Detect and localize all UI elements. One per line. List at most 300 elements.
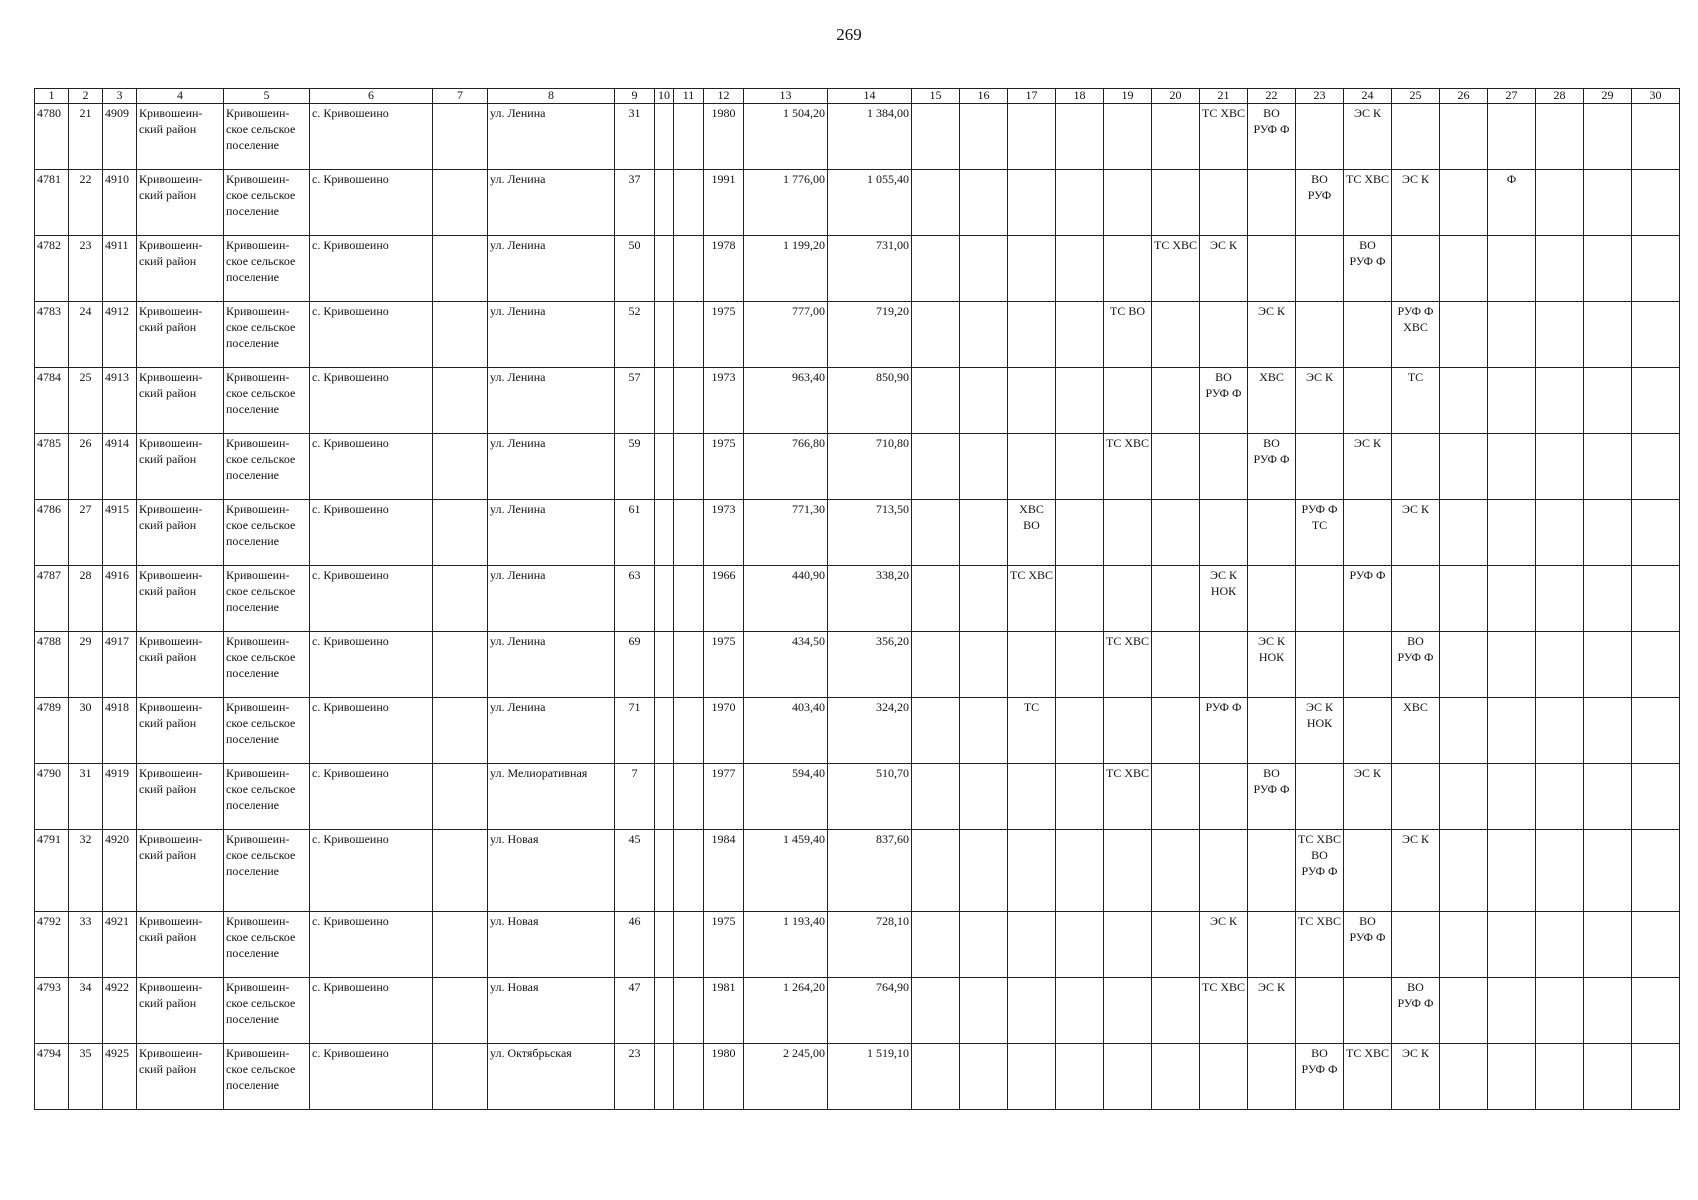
cell-col-18 (1056, 1044, 1104, 1110)
cell-col-15 (912, 830, 960, 912)
column-header-4: 4 (137, 89, 224, 104)
cell-col-16 (960, 566, 1008, 632)
cell-col-28 (1536, 764, 1584, 830)
cell-col-1: 4784 (35, 368, 69, 434)
column-header-14: 14 (828, 89, 912, 104)
cell-col-25: ВО РУФ Ф (1392, 632, 1440, 698)
cell-col-2: 33 (69, 912, 103, 978)
cell-col-28 (1536, 434, 1584, 500)
cell-col-2: 32 (69, 830, 103, 912)
cell-col-4: Кривошеин-ский район (137, 912, 224, 978)
cell-col-1: 4786 (35, 500, 69, 566)
cell-col-4: Кривошеин-ский район (137, 764, 224, 830)
cell-col-28 (1536, 912, 1584, 978)
cell-col-22: ЭС К НОК (1248, 632, 1296, 698)
cell-col-8: ул. Ленина (488, 170, 615, 236)
cell-col-9: 52 (615, 302, 655, 368)
cell-col-14: 1 384,00 (828, 104, 912, 170)
cell-col-15 (912, 500, 960, 566)
cell-col-25 (1392, 104, 1440, 170)
cell-col-27 (1488, 912, 1536, 978)
cell-col-10 (655, 170, 674, 236)
cell-col-11 (674, 500, 704, 566)
cell-col-3: 4914 (103, 434, 137, 500)
cell-col-3: 4913 (103, 368, 137, 434)
cell-col-24: ЭС К (1344, 764, 1392, 830)
cell-col-23: ВО РУФ (1296, 170, 1344, 236)
cell-col-20 (1152, 500, 1200, 566)
cell-col-16 (960, 912, 1008, 978)
cell-col-20 (1152, 104, 1200, 170)
column-header-10: 10 (655, 89, 674, 104)
cell-col-27 (1488, 104, 1536, 170)
cell-col-3: 4909 (103, 104, 137, 170)
cell-col-7 (433, 500, 488, 566)
cell-col-4: Кривошеин-ский район (137, 434, 224, 500)
cell-col-7 (433, 236, 488, 302)
cell-col-30 (1632, 764, 1680, 830)
cell-col-7 (433, 698, 488, 764)
cell-col-2: 23 (69, 236, 103, 302)
cell-col-8: ул. Ленина (488, 104, 615, 170)
cell-col-30 (1632, 912, 1680, 978)
cell-col-25: ХВС (1392, 698, 1440, 764)
cell-col-3: 4925 (103, 1044, 137, 1110)
cell-col-1: 4792 (35, 912, 69, 978)
table-row (35, 830, 1680, 912)
cell-col-17: ТС (1008, 698, 1056, 764)
cell-col-7 (433, 912, 488, 978)
cell-col-18 (1056, 912, 1104, 978)
cell-col-21 (1200, 170, 1248, 236)
table-row (35, 236, 1680, 302)
cell-col-6: с. Кривошеино (310, 978, 433, 1044)
cell-col-28 (1536, 500, 1584, 566)
table-row (35, 698, 1680, 764)
cell-col-3: 4922 (103, 978, 137, 1044)
cell-col-23 (1296, 434, 1344, 500)
cell-col-5: Кривошеин-ское сельское поселение (224, 236, 310, 302)
cell-col-21: ЭС К (1200, 236, 1248, 302)
cell-col-5: Кривошеин-ское сельское поселение (224, 434, 310, 500)
cell-col-20 (1152, 764, 1200, 830)
cell-col-5: Кривошеин-ское сельское поселение (224, 632, 310, 698)
cell-col-9: 50 (615, 236, 655, 302)
cell-col-8: ул. Мелиоративная (488, 764, 615, 830)
cell-col-18 (1056, 978, 1104, 1044)
cell-col-17: ТС ХВС (1008, 566, 1056, 632)
cell-col-9: 47 (615, 978, 655, 1044)
cell-col-2: 31 (69, 764, 103, 830)
column-header-9: 9 (615, 89, 655, 104)
cell-col-14: 356,20 (828, 632, 912, 698)
cell-col-13: 771,30 (744, 500, 828, 566)
cell-col-24: ТС ХВС (1344, 170, 1392, 236)
cell-col-12: 1980 (704, 104, 744, 170)
cell-col-11 (674, 434, 704, 500)
cell-col-9: 46 (615, 912, 655, 978)
cell-col-4: Кривошеин-ский район (137, 632, 224, 698)
cell-col-22 (1248, 698, 1296, 764)
cell-col-16 (960, 764, 1008, 830)
cell-col-13: 1 776,00 (744, 170, 828, 236)
column-header-30: 30 (1632, 89, 1680, 104)
cell-col-26 (1440, 698, 1488, 764)
cell-col-6: с. Кривошеино (310, 1044, 433, 1110)
cell-col-11 (674, 912, 704, 978)
cell-col-9: 69 (615, 632, 655, 698)
cell-col-20 (1152, 632, 1200, 698)
cell-col-7 (433, 1044, 488, 1110)
cell-col-20 (1152, 368, 1200, 434)
column-header-6: 6 (310, 89, 433, 104)
column-header-3: 3 (103, 89, 137, 104)
cell-col-15 (912, 170, 960, 236)
cell-col-2: 25 (69, 368, 103, 434)
cell-col-9: 31 (615, 104, 655, 170)
column-header-5: 5 (224, 89, 310, 104)
column-header-1: 1 (35, 89, 69, 104)
column-header-27: 27 (1488, 89, 1536, 104)
cell-col-12: 1977 (704, 764, 744, 830)
cell-col-28 (1536, 236, 1584, 302)
cell-col-16 (960, 1044, 1008, 1110)
cell-col-25: ЭС К (1392, 830, 1440, 912)
table-row (35, 104, 1680, 170)
cell-col-27 (1488, 368, 1536, 434)
cell-col-18 (1056, 368, 1104, 434)
cell-col-18 (1056, 764, 1104, 830)
cell-col-26 (1440, 500, 1488, 566)
cell-col-24 (1344, 500, 1392, 566)
page-number: 269 (836, 25, 862, 44)
cell-col-13: 2 245,00 (744, 1044, 828, 1110)
cell-col-9: 63 (615, 566, 655, 632)
cell-col-26 (1440, 368, 1488, 434)
cell-col-8: ул. Ленина (488, 302, 615, 368)
cell-col-24 (1344, 368, 1392, 434)
cell-col-15 (912, 912, 960, 978)
cell-col-9: 61 (615, 500, 655, 566)
cell-col-14: 728,10 (828, 912, 912, 978)
cell-col-13: 594,40 (744, 764, 828, 830)
cell-col-20 (1152, 434, 1200, 500)
cell-col-3: 4920 (103, 830, 137, 912)
cell-col-2: 35 (69, 1044, 103, 1110)
cell-col-8: ул. Ленина (488, 236, 615, 302)
cell-col-27 (1488, 978, 1536, 1044)
cell-col-24 (1344, 830, 1392, 912)
cell-col-10 (655, 978, 674, 1044)
cell-col-16 (960, 104, 1008, 170)
cell-col-23: ТС ХВС (1296, 912, 1344, 978)
cell-col-29 (1584, 912, 1632, 978)
cell-col-21: ТС ХВС (1200, 978, 1248, 1044)
cell-col-22: ВО РУФ Ф (1248, 104, 1296, 170)
cell-col-6: с. Кривошеино (310, 368, 433, 434)
cell-col-25: ЭС К (1392, 170, 1440, 236)
cell-col-29 (1584, 434, 1632, 500)
cell-col-28 (1536, 978, 1584, 1044)
cell-col-22 (1248, 830, 1296, 912)
table-row (35, 500, 1680, 566)
cell-col-30 (1632, 698, 1680, 764)
cell-col-25: ТС (1392, 368, 1440, 434)
cell-col-13: 434,50 (744, 632, 828, 698)
cell-col-6: с. Кривошеино (310, 566, 433, 632)
cell-col-5: Кривошеин-ское сельское поселение (224, 698, 310, 764)
cell-col-27 (1488, 566, 1536, 632)
cell-col-17 (1008, 978, 1056, 1044)
cell-col-3: 4916 (103, 566, 137, 632)
cell-col-9: 45 (615, 830, 655, 912)
cell-col-6: с. Кривошеино (310, 698, 433, 764)
cell-col-26 (1440, 632, 1488, 698)
cell-col-15 (912, 978, 960, 1044)
cell-col-26 (1440, 978, 1488, 1044)
cell-col-12: 1970 (704, 698, 744, 764)
cell-col-21: ВО РУФ Ф (1200, 368, 1248, 434)
cell-col-20 (1152, 302, 1200, 368)
cell-col-23: ЭС К НОК (1296, 698, 1344, 764)
cell-col-30 (1632, 632, 1680, 698)
column-header-23: 23 (1296, 89, 1344, 104)
cell-col-25 (1392, 912, 1440, 978)
cell-col-10 (655, 698, 674, 764)
cell-col-27 (1488, 764, 1536, 830)
column-header-17: 17 (1008, 89, 1056, 104)
cell-col-30 (1632, 500, 1680, 566)
cell-col-26 (1440, 236, 1488, 302)
cell-col-22 (1248, 170, 1296, 236)
cell-col-11 (674, 764, 704, 830)
cell-col-25 (1392, 236, 1440, 302)
cell-col-27 (1488, 500, 1536, 566)
cell-col-6: с. Кривошеино (310, 104, 433, 170)
cell-col-11 (674, 170, 704, 236)
cell-col-19: ТС ВО (1104, 302, 1152, 368)
cell-col-28 (1536, 830, 1584, 912)
cell-col-11 (674, 368, 704, 434)
cell-col-7 (433, 830, 488, 912)
column-header-29: 29 (1584, 89, 1632, 104)
cell-col-2: 24 (69, 302, 103, 368)
cell-col-8: ул. Ленина (488, 500, 615, 566)
cell-col-10 (655, 368, 674, 434)
cell-col-29 (1584, 978, 1632, 1044)
cell-col-10 (655, 764, 674, 830)
cell-col-27 (1488, 1044, 1536, 1110)
table-row (35, 632, 1680, 698)
cell-col-20 (1152, 1044, 1200, 1110)
cell-col-24: ВО РУФ Ф (1344, 236, 1392, 302)
cell-col-4: Кривошеин-ский район (137, 698, 224, 764)
table-row (35, 434, 1680, 500)
cell-col-17 (1008, 302, 1056, 368)
cell-col-13: 440,90 (744, 566, 828, 632)
cell-col-13: 1 264,20 (744, 978, 828, 1044)
cell-col-30 (1632, 170, 1680, 236)
column-header-28: 28 (1536, 89, 1584, 104)
cell-col-8: ул. Ленина (488, 698, 615, 764)
column-header-8: 8 (488, 89, 615, 104)
cell-col-30 (1632, 978, 1680, 1044)
cell-col-7 (433, 170, 488, 236)
cell-col-11 (674, 566, 704, 632)
cell-col-2: 29 (69, 632, 103, 698)
cell-col-15 (912, 104, 960, 170)
cell-col-29 (1584, 830, 1632, 912)
cell-col-27 (1488, 434, 1536, 500)
cell-col-16 (960, 302, 1008, 368)
cell-col-23: ЭС К (1296, 368, 1344, 434)
cell-col-14: 1 055,40 (828, 170, 912, 236)
table-row (35, 368, 1680, 434)
cell-col-7 (433, 566, 488, 632)
cell-col-10 (655, 104, 674, 170)
cell-col-21: ЭС К (1200, 912, 1248, 978)
cell-col-14: 731,00 (828, 236, 912, 302)
column-header-2: 2 (69, 89, 103, 104)
cell-col-9: 37 (615, 170, 655, 236)
cell-col-23: ВО РУФ Ф (1296, 1044, 1344, 1110)
cell-col-18 (1056, 104, 1104, 170)
cell-col-28 (1536, 368, 1584, 434)
cell-col-21 (1200, 500, 1248, 566)
cell-col-16 (960, 978, 1008, 1044)
cell-col-11 (674, 978, 704, 1044)
cell-col-3: 4919 (103, 764, 137, 830)
cell-col-27 (1488, 236, 1536, 302)
cell-col-29 (1584, 566, 1632, 632)
cell-col-1: 4794 (35, 1044, 69, 1110)
cell-col-3: 4921 (103, 912, 137, 978)
cell-col-1: 4781 (35, 170, 69, 236)
cell-col-7 (433, 104, 488, 170)
cell-col-8: ул. Новая (488, 978, 615, 1044)
cell-col-3: 4915 (103, 500, 137, 566)
cell-col-17 (1008, 236, 1056, 302)
column-header-15: 15 (912, 89, 960, 104)
column-header-11: 11 (674, 89, 704, 104)
cell-col-12: 1966 (704, 566, 744, 632)
cell-col-3: 4912 (103, 302, 137, 368)
cell-col-1: 4788 (35, 632, 69, 698)
cell-col-17 (1008, 104, 1056, 170)
cell-col-5: Кривошеин-ское сельское поселение (224, 912, 310, 978)
cell-col-13: 1 459,40 (744, 830, 828, 912)
cell-col-26 (1440, 434, 1488, 500)
cell-col-14: 713,50 (828, 500, 912, 566)
cell-col-16 (960, 632, 1008, 698)
cell-col-6: с. Кривошеино (310, 912, 433, 978)
cell-col-11 (674, 698, 704, 764)
cell-col-24 (1344, 978, 1392, 1044)
cell-col-4: Кривошеин-ский район (137, 302, 224, 368)
cell-col-9: 59 (615, 434, 655, 500)
cell-col-4: Кривошеин-ский район (137, 236, 224, 302)
cell-col-9: 23 (615, 1044, 655, 1110)
cell-col-9: 71 (615, 698, 655, 764)
cell-col-4: Кривошеин-ский район (137, 170, 224, 236)
cell-col-29 (1584, 764, 1632, 830)
cell-col-22: ХВС (1248, 368, 1296, 434)
cell-col-14: 510,70 (828, 764, 912, 830)
cell-col-28 (1536, 698, 1584, 764)
cell-col-10 (655, 434, 674, 500)
column-header-19: 19 (1104, 89, 1152, 104)
cell-col-26 (1440, 1044, 1488, 1110)
column-header-18: 18 (1056, 89, 1104, 104)
cell-col-27 (1488, 632, 1536, 698)
cell-col-21 (1200, 434, 1248, 500)
cell-col-30 (1632, 368, 1680, 434)
cell-col-14: 837,60 (828, 830, 912, 912)
cell-col-7 (433, 302, 488, 368)
cell-col-19 (1104, 978, 1152, 1044)
cell-col-8: ул. Новая (488, 912, 615, 978)
cell-col-6: с. Кривошеино (310, 500, 433, 566)
cell-col-15 (912, 764, 960, 830)
table-row (35, 1044, 1680, 1110)
cell-col-8: ул. Ленина (488, 434, 615, 500)
cell-col-23: РУФ Ф ТС (1296, 500, 1344, 566)
cell-col-26 (1440, 830, 1488, 912)
cell-col-19 (1104, 1044, 1152, 1110)
cell-col-23 (1296, 978, 1344, 1044)
cell-col-24 (1344, 698, 1392, 764)
cell-col-28 (1536, 104, 1584, 170)
cell-col-18 (1056, 434, 1104, 500)
cell-col-6: с. Кривошеино (310, 170, 433, 236)
cell-col-26 (1440, 764, 1488, 830)
cell-col-18 (1056, 500, 1104, 566)
cell-col-12: 1973 (704, 368, 744, 434)
cell-col-21 (1200, 632, 1248, 698)
column-header-7: 7 (433, 89, 488, 104)
cell-col-5: Кривошеин-ское сельское поселение (224, 104, 310, 170)
cell-col-4: Кривошеин-ский район (137, 978, 224, 1044)
cell-col-29 (1584, 1044, 1632, 1110)
table-body (35, 104, 1680, 1110)
cell-col-4: Кривошеин-ский район (137, 1044, 224, 1110)
cell-col-17 (1008, 368, 1056, 434)
cell-col-5: Кривошеин-ское сельское поселение (224, 566, 310, 632)
cell-col-1: 4793 (35, 978, 69, 1044)
cell-col-19 (1104, 104, 1152, 170)
cell-col-19 (1104, 500, 1152, 566)
cell-col-15 (912, 566, 960, 632)
cell-col-14: 1 519,10 (828, 1044, 912, 1110)
cell-col-10 (655, 566, 674, 632)
cell-col-1: 4791 (35, 830, 69, 912)
cell-col-26 (1440, 302, 1488, 368)
cell-col-16 (960, 368, 1008, 434)
cell-col-2: 30 (69, 698, 103, 764)
cell-col-16 (960, 500, 1008, 566)
cell-col-11 (674, 1044, 704, 1110)
cell-col-19 (1104, 170, 1152, 236)
cell-col-5: Кривошеин-ское сельское поселение (224, 764, 310, 830)
cell-col-23: ТС ХВС ВО РУФ Ф (1296, 830, 1344, 912)
cell-col-21 (1200, 830, 1248, 912)
table-row (35, 764, 1680, 830)
cell-col-15 (912, 698, 960, 764)
cell-col-29 (1584, 236, 1632, 302)
cell-col-24: РУФ Ф (1344, 566, 1392, 632)
cell-col-20 (1152, 698, 1200, 764)
cell-col-19 (1104, 698, 1152, 764)
